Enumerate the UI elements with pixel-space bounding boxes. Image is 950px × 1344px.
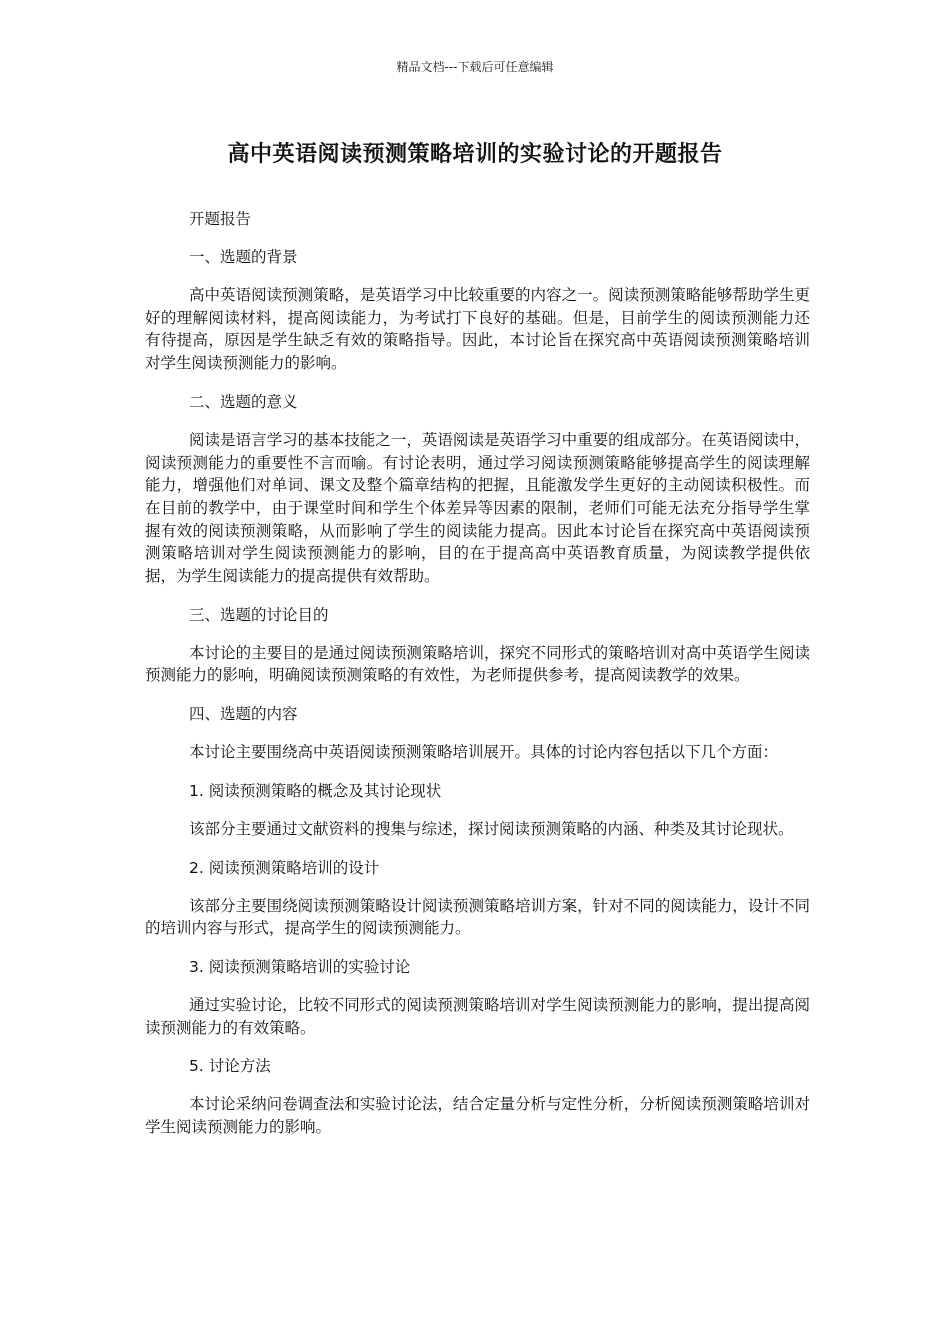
heading-item-3: 3. 阅读预测策略培训的实验讨论 bbox=[189, 957, 411, 976]
paragraph-background: 高中英语阅读预测策略，是英语学习中比较重要的内容之一。阅读预测策略能够帮助学生更好的理解阅读材料，提高阅读能力，为考试打下良好的基础。但是，目前学生的阅读预测能力还有待提高，原因是学生缺乏有效的策略指导。因此，本讨论旨在探究高中英语阅读预测策略培训对学生阅读预测能力的影响。 bbox=[145, 286, 810, 373]
heading-content: 四、选题的内容 bbox=[189, 705, 298, 724]
heading-background: 一、选题的背景 bbox=[189, 248, 298, 266]
heading-report: 开题报告 bbox=[189, 210, 252, 228]
heading-item-1: 1. 阅读预测策略的概念及其讨论现状 bbox=[189, 781, 442, 800]
heading-item-2: 2. 阅读预测策略培训的设计 bbox=[189, 858, 380, 877]
heading-method: 5. 讨论方法 bbox=[189, 1057, 271, 1076]
document-body bbox=[145, 208, 810, 1155]
paragraph-item-2: 该部分主要围绕阅读预测策略设计阅读预测策略培训方案，针对不同的阅读能力，设计不同的培训内容与形式，提高学生的阅读预测能力。 bbox=[145, 896, 810, 938]
paragraph-significance: 阅读是语言学习的基本技能之一，英语阅读是英语学习中重要的组成部分。在英语阅读中，阅读预测能力的重要性不言而喻。有讨论表明，通过学习阅读预测策略能够提高学生的阅读理解能力，增强他们对单词、课文及整个篇章结构的把握，且能激发学生更好的主动阅读积极性。而在目前的教学中，由于课堂时间和学生个体差异等因素的限制，老师们可能无法充分指导学生掌握有效的阅读预测策略，从而影响了学生的阅读能力提高。因此本讨论旨在探究高中英语阅读预测策略培训对学生阅读预测能力的影响，目的在于提高高中英语教育质量，为阅读教学提供依据，为学生阅读能力的提高提供有效帮助。 bbox=[145, 430, 810, 586]
heading-objective: 三、选题的讨论目的 bbox=[189, 605, 329, 624]
paragraph-content: 本讨论主要围绕高中英语阅读预测策略培训展开。具体的讨论内容包括以下几个方面： bbox=[189, 743, 779, 762]
paragraph-method: 本讨论采纳问卷调查法和实验讨论法，结合定量分析与定性分析，分析阅读预测策略培训对学生阅读预测能力的影响。 bbox=[145, 1095, 810, 1137]
document-title: 高中英语阅读预测策略培训的实验讨论的开题报告 bbox=[227, 142, 723, 167]
header-note: 精品文档---下载后可任意编辑 bbox=[396, 60, 554, 74]
paragraph-item-3: 通过实验讨论，比较不同形式的阅读预测策略培训对学生阅读预测能力的影响，提出提高阅读预测能力的有效策略。 bbox=[145, 995, 810, 1037]
heading-significance: 二、选题的意义 bbox=[189, 392, 298, 411]
paragraph-objective: 本讨论的主要目的是通过阅读预测策略培训，探究不同形式的策略培训对高中英语学生阅读预测能力的影响，明确阅读预测策略的有效性，为老师提供参考，提高阅读教学的效果。 bbox=[145, 643, 810, 685]
paragraph-item-1: 该部分主要通过文献资料的搜集与综述，探讨阅读预测策略的内涵、种类及其讨论现状。 bbox=[189, 819, 794, 838]
